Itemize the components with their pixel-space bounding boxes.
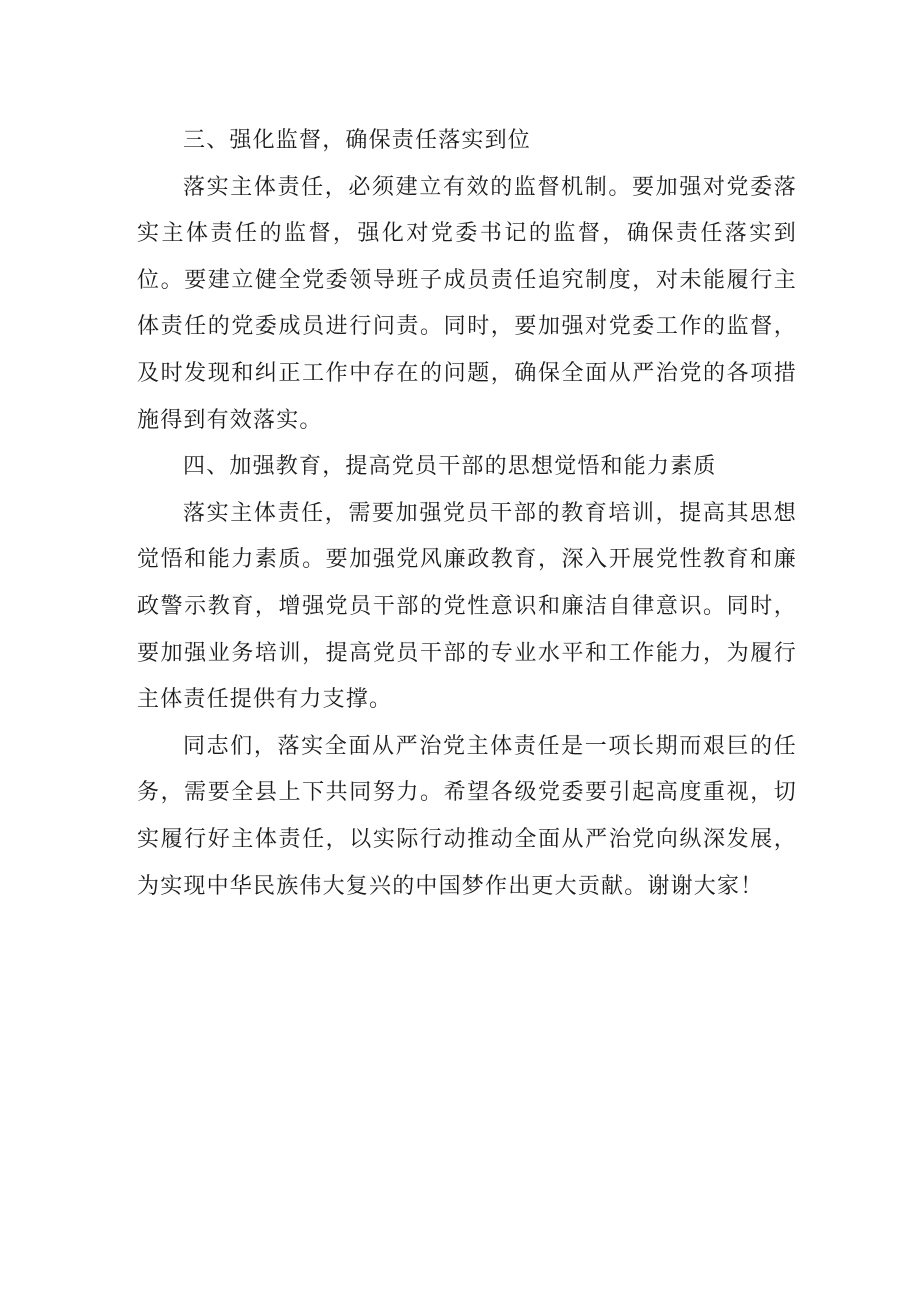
closing-paragraph: 同志们，落实全面从严治党主体责任是一项长期而艰巨的任务，需要全县上下共同努力。希望各级党委要引起高度重视，切实履行好主体责任，以实际行动推动全面从严治党向纵深发展，为实现中华民族伟大复兴的中国梦作出更大贡献。谢谢大家！ — [137, 733, 797, 899]
section-paragraph-4: 落实主体责任，需要加强党员干部的教育培训，提高其思想觉悟和能力素质。要加强党风廉政教育，深入开展党性教育和廉政警示教育，增强党员干部的党性意识和廉洁自律意识。同时，要加强业务培训，提高党员干部的专业水平和工作能力，为履行主体责任提供有力支撑。 — [137, 500, 797, 713]
section-heading-4: 四、加强教育，提高党员干部的思想觉悟和能力素质 — [183, 454, 717, 480]
section-heading-3: 三、强化监督，确保责任落实到位 — [183, 128, 532, 153]
document-body — [137, 118, 797, 910]
section-paragraph-3: 落实主体责任，必须建立有效的监督机制。要加强对党委落实主体责任的监督，强化对党委书记的监督，确保责任落实到位。要建立健全党委领导班子成员责任追究制度，对未能履行主体责任的党委成员进行问责。同时，要加强对党委工作的监督，及时发现和纠正工作中存在的问题，确保全面从严治党的各项措施得到有效落实。 — [137, 174, 797, 433]
